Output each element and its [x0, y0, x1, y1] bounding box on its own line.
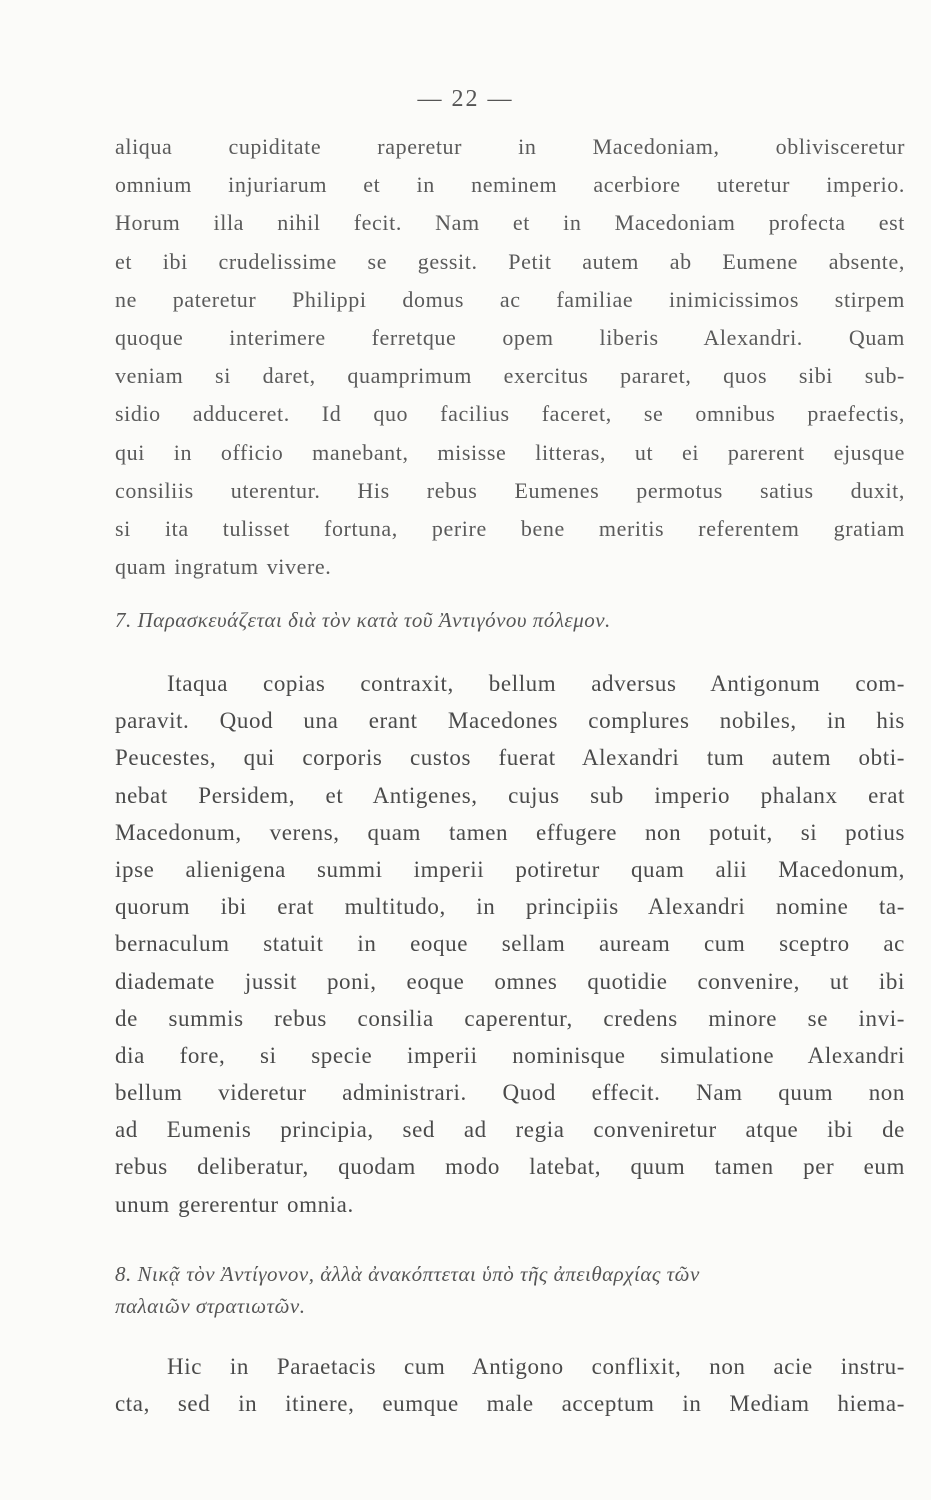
text-line: Peucestes, qui corporis custos fuerat Alexandri tum autem obti-	[115, 745, 905, 771]
text-line: bernaculum statuit in eoque sellam auream cum sceptro ac	[115, 931, 905, 957]
text-line: ad Eumenis principia, sed ad regia conveniretur atque ibi de	[115, 1117, 905, 1143]
page-number: — 22 —	[417, 86, 514, 112]
text-line: bellum videretur administrari. Quod effecit. Nam quum non	[115, 1080, 905, 1106]
text-line: Hic in Paraetacis cum Antigono conflixit, non acie instru-	[167, 1354, 905, 1379]
text-line: aliqua cupiditate raperetur in Macedoniam, oblivisceretur	[115, 134, 905, 159]
text-line: quam ingratum vivere.	[115, 554, 332, 580]
text-line: ne pateretur Philippi domus ac familiae inimicissimos stirpem	[115, 286, 905, 312]
text-line: et ibi crudelissime se gessit. Petit autem ab Eumene absente,	[115, 248, 905, 274]
section-heading-7: 7. Παρασκευάζεται διὰ τὸν κατὰ τοῦ Ἀντιγόνου πόλεμον.	[115, 608, 611, 632]
text-line: de summis rebus consilia caperentur, credens minore se invi-	[115, 1005, 905, 1031]
text-line: diademate jussit poni, eoque omnes quotidie convenire, ut ibi	[115, 968, 905, 994]
text-line: quoque interimere ferretque opem liberis Alexandri. Quam	[115, 324, 905, 350]
text-line: cta, sed in itinere, eumque male acceptum in Mediam hiema-	[115, 1391, 905, 1417]
text-line: nebat Persidem, et Antigenes, cujus sub imperio phalanx erat	[115, 782, 905, 808]
text-line: dia fore, si specie imperii nominisque simulatione Alexandri	[115, 1042, 905, 1068]
paragraph-2	[115, 665, 905, 1223]
section-heading-8-continued: παλαιῶν στρατιωτῶν.	[115, 1294, 306, 1318]
paragraph-3	[115, 1348, 905, 1422]
text-line: qui in officio manebant, misisse litteras, ut ei parerent ejusque	[115, 439, 905, 465]
text-line: si ita tulisset fortuna, perire bene meritis referentem gratiam	[115, 515, 905, 541]
text-line: sidio adduceret. Id quo facilius faceret, se omnibus praefectis,	[115, 401, 905, 427]
section-heading-8: 8. Νικᾷ τὸν Ἀντίγονον, ἀλλὰ ἀνακόπτεται ὑπὸ τῆς ἀπειθαρχίας τῶν	[115, 1262, 700, 1286]
text-line: quorum ibi erat multitudo, in principiis Alexandri nomine ta-	[115, 894, 905, 920]
text-line: paravit. Quod una erant Macedones complures nobiles, in his	[115, 708, 905, 734]
text-line: ipse alienigena summi imperii potiretur quam alii Macedonum,	[115, 856, 905, 882]
text-line: Itaqua copias contraxit, bellum adversus Antigonum com-	[167, 671, 905, 696]
paragraph-1	[115, 128, 905, 586]
text-line: veniam si daret, quamprimum exercitus pararet, quos sibi sub-	[115, 363, 905, 389]
text-line: unum gererentur omnia.	[115, 1191, 354, 1217]
text-line: Horum illa nihil fecit. Nam et in Macedoniam profecta est	[115, 210, 905, 236]
text-line: Macedonum, verens, quam tamen effugere non potuit, si potius	[115, 819, 905, 845]
text-line: rebus deliberatur, quodam modo latebat, quum tamen per eum	[115, 1154, 905, 1180]
text-line: omnium injuriarum et in neminem acerbiore uteretur imperio.	[115, 172, 905, 198]
text-line: consiliis uterentur. His rebus Eumenes permotus satius duxit,	[115, 477, 905, 503]
